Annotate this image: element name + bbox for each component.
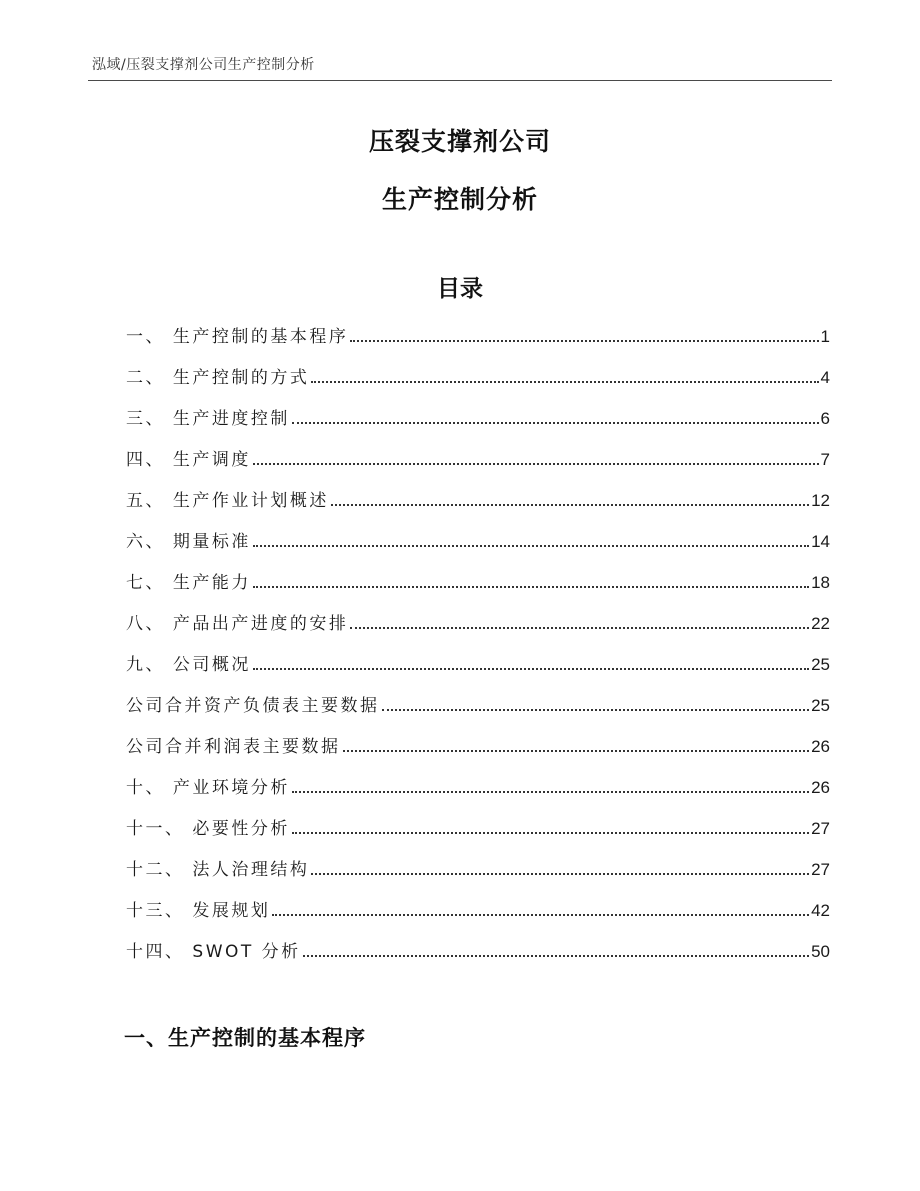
toc-entry-title: 一、 生产控制的基本程序	[126, 327, 349, 347]
toc-leader-dots	[343, 750, 810, 752]
toc-entry[interactable]	[126, 568, 830, 609]
toc-entry-title: 五、 生产作业计划概述	[126, 491, 329, 511]
toc-leader-dots	[292, 422, 819, 424]
toc-entry-title: 四、 生产调度	[126, 450, 251, 470]
toc-entry-page: 25	[811, 696, 830, 715]
toc-entry[interactable]	[126, 486, 830, 527]
toc-entry-page: 12	[811, 491, 830, 510]
toc-entry[interactable]	[126, 527, 830, 568]
toc-entry-page: 26	[811, 778, 830, 797]
toc-leader-dots	[350, 627, 809, 629]
toc-entry-page: 22	[811, 614, 830, 633]
toc-entry-page: 27	[811, 860, 830, 879]
toc-leader-dots	[311, 381, 818, 383]
toc-entry-page: 25	[811, 655, 830, 674]
toc-entry[interactable]	[126, 937, 830, 978]
toc-leader-dots	[292, 832, 809, 834]
table-of-contents	[126, 322, 830, 978]
toc-entry[interactable]	[126, 855, 830, 896]
toc-entry-title: 七、 生产能力	[126, 573, 251, 593]
toc-entry-title: 公司合并资产负债表主要数据	[126, 696, 380, 716]
toc-entry-page: 27	[811, 819, 830, 838]
toc-entry[interactable]	[126, 404, 830, 445]
toc-entry-page: 6	[820, 409, 830, 428]
toc-entry[interactable]	[126, 445, 830, 486]
toc-entry-page: 14	[811, 532, 830, 551]
toc-entry-title: 十一、 必要性分析	[126, 819, 290, 839]
toc-entry[interactable]	[126, 322, 830, 363]
toc-entry[interactable]	[126, 773, 830, 814]
toc-entry-title: 三、 生产进度控制	[126, 409, 290, 429]
toc-leader-dots	[253, 463, 819, 465]
toc-entry-title: 十二、 法人治理结构	[126, 860, 310, 880]
toc-entry-page: 26	[811, 737, 830, 756]
document-title-subject: 生产控制分析	[381, 185, 538, 214]
toc-entry-page: 4	[820, 368, 830, 387]
toc-leader-dots	[331, 504, 809, 506]
toc-entry-title: 十三、 发展规划	[126, 901, 271, 921]
toc-entry[interactable]	[126, 363, 830, 404]
section-heading: 一、生产控制的基本程序	[124, 1026, 366, 1050]
toc-entry-page: 1	[820, 327, 830, 346]
toc-entry[interactable]	[126, 732, 830, 773]
toc-leader-dots	[350, 340, 818, 342]
toc-entry-page: 50	[811, 942, 830, 961]
toc-entry-page: 18	[811, 573, 830, 592]
toc-entry[interactable]	[126, 691, 830, 732]
toc-entry-title: 十四、 SWOT 分析	[126, 942, 301, 962]
toc-heading: 目录	[437, 276, 483, 302]
toc-entry[interactable]	[126, 896, 830, 937]
toc-leader-dots	[311, 873, 809, 875]
document-title-company: 压裂支撑剂公司	[368, 127, 551, 156]
toc-entry-title: 二、 生产控制的方式	[126, 368, 310, 388]
toc-leader-dots	[382, 709, 810, 711]
toc-entry-title: 九、 公司概况	[126, 655, 251, 675]
toc-entry-page: 42	[811, 901, 830, 920]
toc-entry-page: 7	[820, 450, 830, 469]
toc-entry[interactable]	[126, 609, 830, 650]
toc-leader-dots	[303, 955, 809, 957]
toc-leader-dots	[253, 545, 809, 547]
toc-entry[interactable]	[126, 650, 830, 691]
toc-leader-dots	[253, 586, 809, 588]
toc-leader-dots	[253, 668, 809, 670]
running-header: 泓域/压裂支撑剂公司生产控制分析	[92, 57, 315, 73]
toc-leader-dots	[272, 914, 809, 916]
toc-leader-dots	[292, 791, 809, 793]
toc-entry-title: 六、 期量标准	[126, 532, 251, 552]
toc-entry-title: 公司合并利润表主要数据	[126, 737, 341, 757]
toc-entry-title: 十、 产业环境分析	[126, 778, 290, 798]
toc-entry-title: 八、 产品出产进度的安排	[126, 614, 349, 634]
header-divider	[88, 80, 832, 81]
toc-entry[interactable]	[126, 814, 830, 855]
